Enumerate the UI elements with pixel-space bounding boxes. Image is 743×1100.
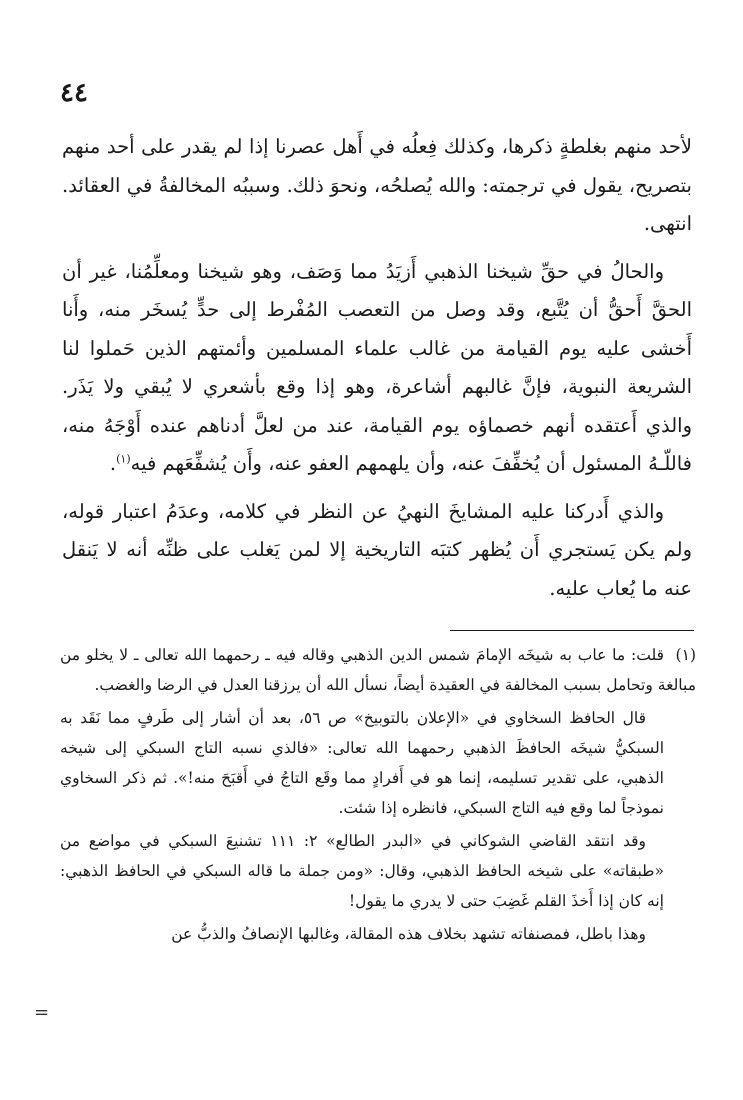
footnote-paragraph-4: وهذا باطل، فمصنفاته تشهد بخلاف هذه المقالة، وغالبها الإنصافُ والذبُّ عن <box>171 925 646 943</box>
page-number: ٤٤ <box>60 78 88 108</box>
paragraph-3: والذي أَدركنا عليه المشايخَ النهيُ عن النظر في كلامه، وعدَمُ اعتبار قوله، ولم يكن يَستجري أَن يُظهر كتبَه التاريخية إلا لمن يَغلب على ظنِّه أنه لا يَنقل عنه ما يُعاب عليه. <box>62 499 692 600</box>
main-text <box>62 128 692 617</box>
footnote-1-text: قلت: ما عاب به شيخَه الإمامَ شمس الدين الذهبي وقاله فيه ـ رحمهما الله تعالى ـ لا يخلو من مبالغة وتحامل بسبب المخالفة في العقيدة أيضاً، نسأل الله أن يرزقنا العدل في الرضا والغضب. <box>60 646 696 694</box>
footnote-1 <box>60 640 696 700</box>
footnotes <box>60 640 696 952</box>
paragraph-2-end: . <box>109 452 117 475</box>
footnote-separator <box>450 630 694 631</box>
footnote-paragraph-3: وقد انتقد القاضي الشوكاني في «البدر الطالع» ٢: ١١١ تشنيعَ السبكي في مواضع من «طبقاته» على شيخه الحافظ الذهبي، وقال: «ومن جملة ما قاله السبكي في الحافظ الذهبي: إنه كان إذا أَخذَ القلم غَضِبَ حتى لا يدري ما يقول! <box>60 832 664 910</box>
continuation-mark: = <box>34 1002 50 1023</box>
paragraph-2 <box>62 253 692 484</box>
footnote-reference[interactable]: (١) <box>116 452 131 466</box>
footnote-marker: (١) <box>675 646 696 664</box>
paragraph-2-text: والحالُ في حقِّ شيخنا الذهبي أَزيَدُ مما وَصَف، وهو شيخنا ومعلِّمُنا، غير أن الحقَّ أَحقُّ أن يُتَّبع، وقد وصل من التعصب المُفْرط إلى حدٍّ يُسخَر منه، وأَنا أَخشى عليه يوم القيامة من غالب علماء المسلمين وأئمتهم الذين حَملوا لنا الشريعة النبوية، فإنَّ غالبهم أشاعرة، وهو إذا وقع بأشعري لا يُبقي ولا يَذَر. والذي أَعتقده أنهم خصماؤه يوم القيامة، عند من لعلَّ أدناهم عنده أَوْجَهُ منه، فاللّـهُ المسئول أن يُخفِّفَ عنه، وأن يلهمهم العفو عنه، وأَن يُشفِّعَهم فيه <box>62 259 692 475</box>
footnote-paragraph-2: قال الحافظ السخاوي في «الإعلان بالتوبيخ» ص ٥٦، بعد أن أشار إلى طَرفٍ مما نَقَد به السبكيُّ شيخَه الحافظَ الذهبي رحمهما الله تعالى: «فالذي نسبه التاج السبكي إلى شيخه الذهبي، على تقدير تسليمه، إنما هو في أَفرادٍ مما وقَع التاجُ في أَقبَحَ منه!». ثم ذكر السخاوي نموذجاً لما وقع فيه التاج السبكي، فانظره إذا شئت. <box>60 709 664 817</box>
paragraph-1: لأحد منهم بغلطةٍ ذكرها، وكذلك فِعلُه في أَهل عصرنا إذا لم يقدر على أحد منهم بتصريح، يقول في ترجمته: والله يُصلحُه، ونحوَ ذلك. وسببُه المخالفةُ في العقائد. انتهى. <box>62 135 692 235</box>
